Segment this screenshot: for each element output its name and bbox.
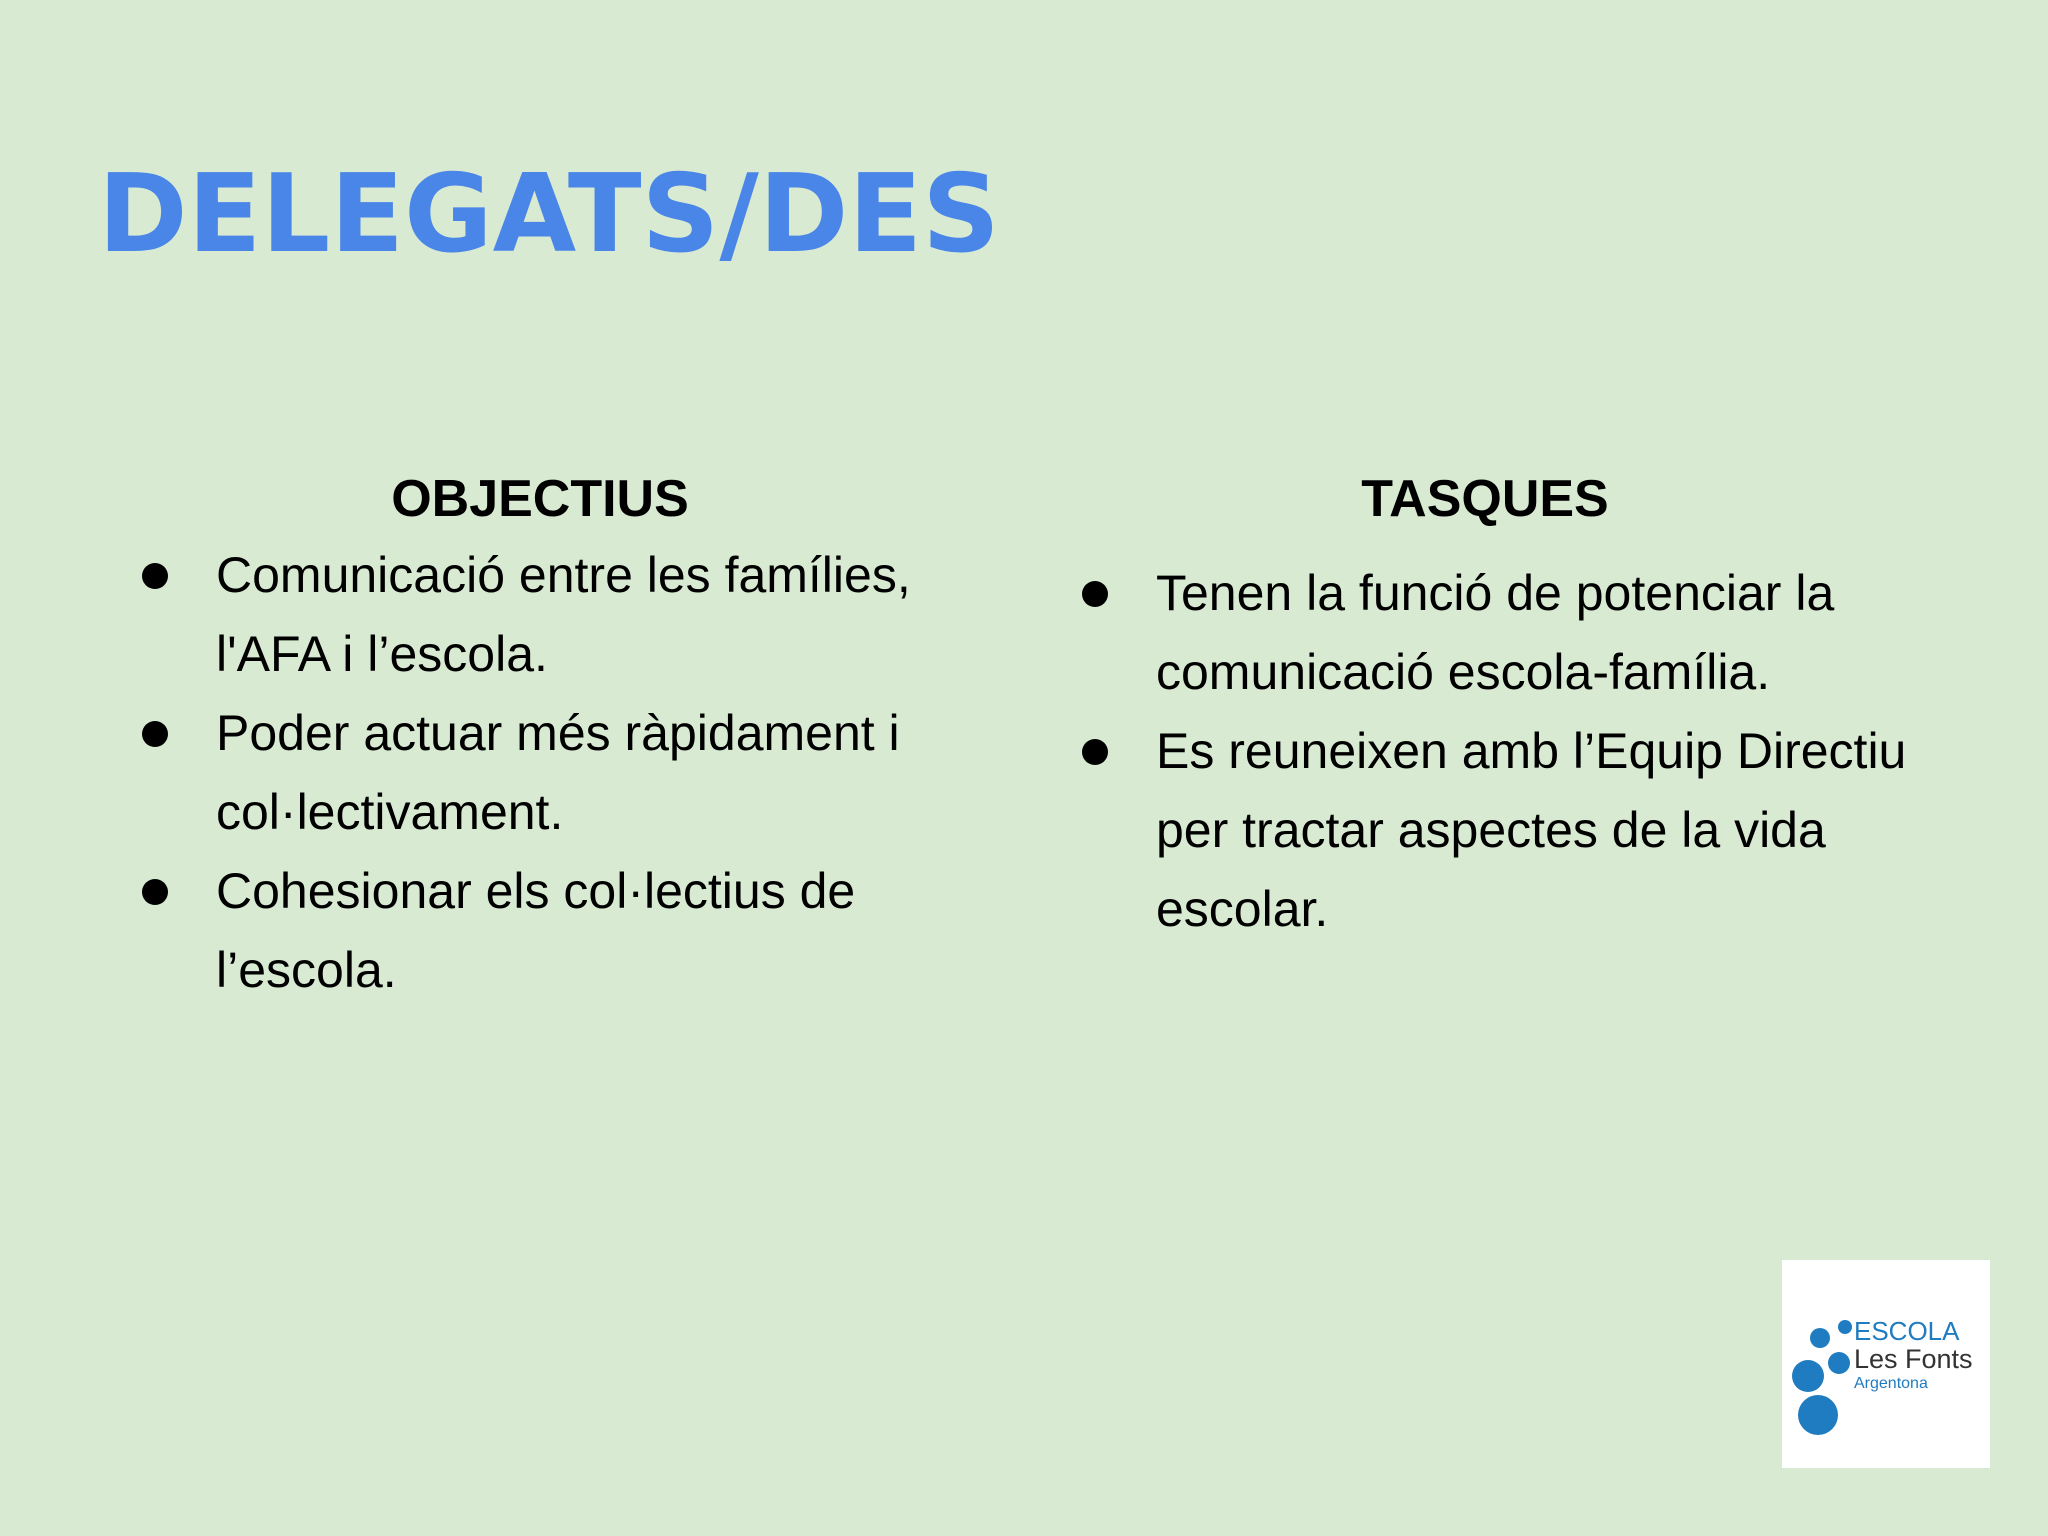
list-item [130, 852, 950, 1010]
logo-bubble [1792, 1360, 1824, 1392]
bullet-icon [142, 879, 168, 905]
objectius-column [130, 462, 950, 1010]
logo-bubble [1838, 1320, 1852, 1334]
list-item [130, 536, 950, 694]
slide-title: DELEGATS/DES [98, 152, 1000, 277]
objectius-heading: OBJECTIUS [391, 470, 689, 528]
list-item-text: Comunicació entre les famílies, l'AFA i l’escola. [216, 547, 911, 682]
list-item [1070, 712, 1930, 949]
tasques-list [1070, 554, 1930, 949]
bullet-icon [1082, 581, 1108, 607]
list-item [130, 694, 950, 852]
list-item-text: Tenen la funció de potenciar la comunicació escola-família. [1156, 565, 1835, 700]
logo-argentona-text: Argentona [1854, 1375, 1928, 1392]
logo-les-fonts-text: Les Fonts [1854, 1344, 1973, 1374]
list-item-text: Poder actuar més ràpidament i col·lectivament. [216, 705, 900, 840]
school-logo [1782, 1260, 1990, 1468]
logo-escola-text: ESCOLA [1854, 1316, 1960, 1346]
logo-bubble [1798, 1395, 1838, 1435]
logo-bubble [1828, 1352, 1850, 1374]
list-item-text: Cohesionar els col·lectius de l’escola. [216, 863, 856, 998]
bullet-icon [142, 721, 168, 747]
tasques-heading: TASQUES [1361, 470, 1609, 528]
tasques-column [1070, 462, 1930, 949]
logo-bubble [1810, 1328, 1830, 1348]
list-item-text: Es reuneixen amb l’Equip Directiu per tractar aspectes de la vida escolar. [1156, 723, 1907, 937]
bullet-icon [142, 563, 168, 589]
objectius-list [130, 536, 950, 1010]
bullet-icon [1082, 739, 1108, 765]
list-item [1070, 554, 1930, 712]
